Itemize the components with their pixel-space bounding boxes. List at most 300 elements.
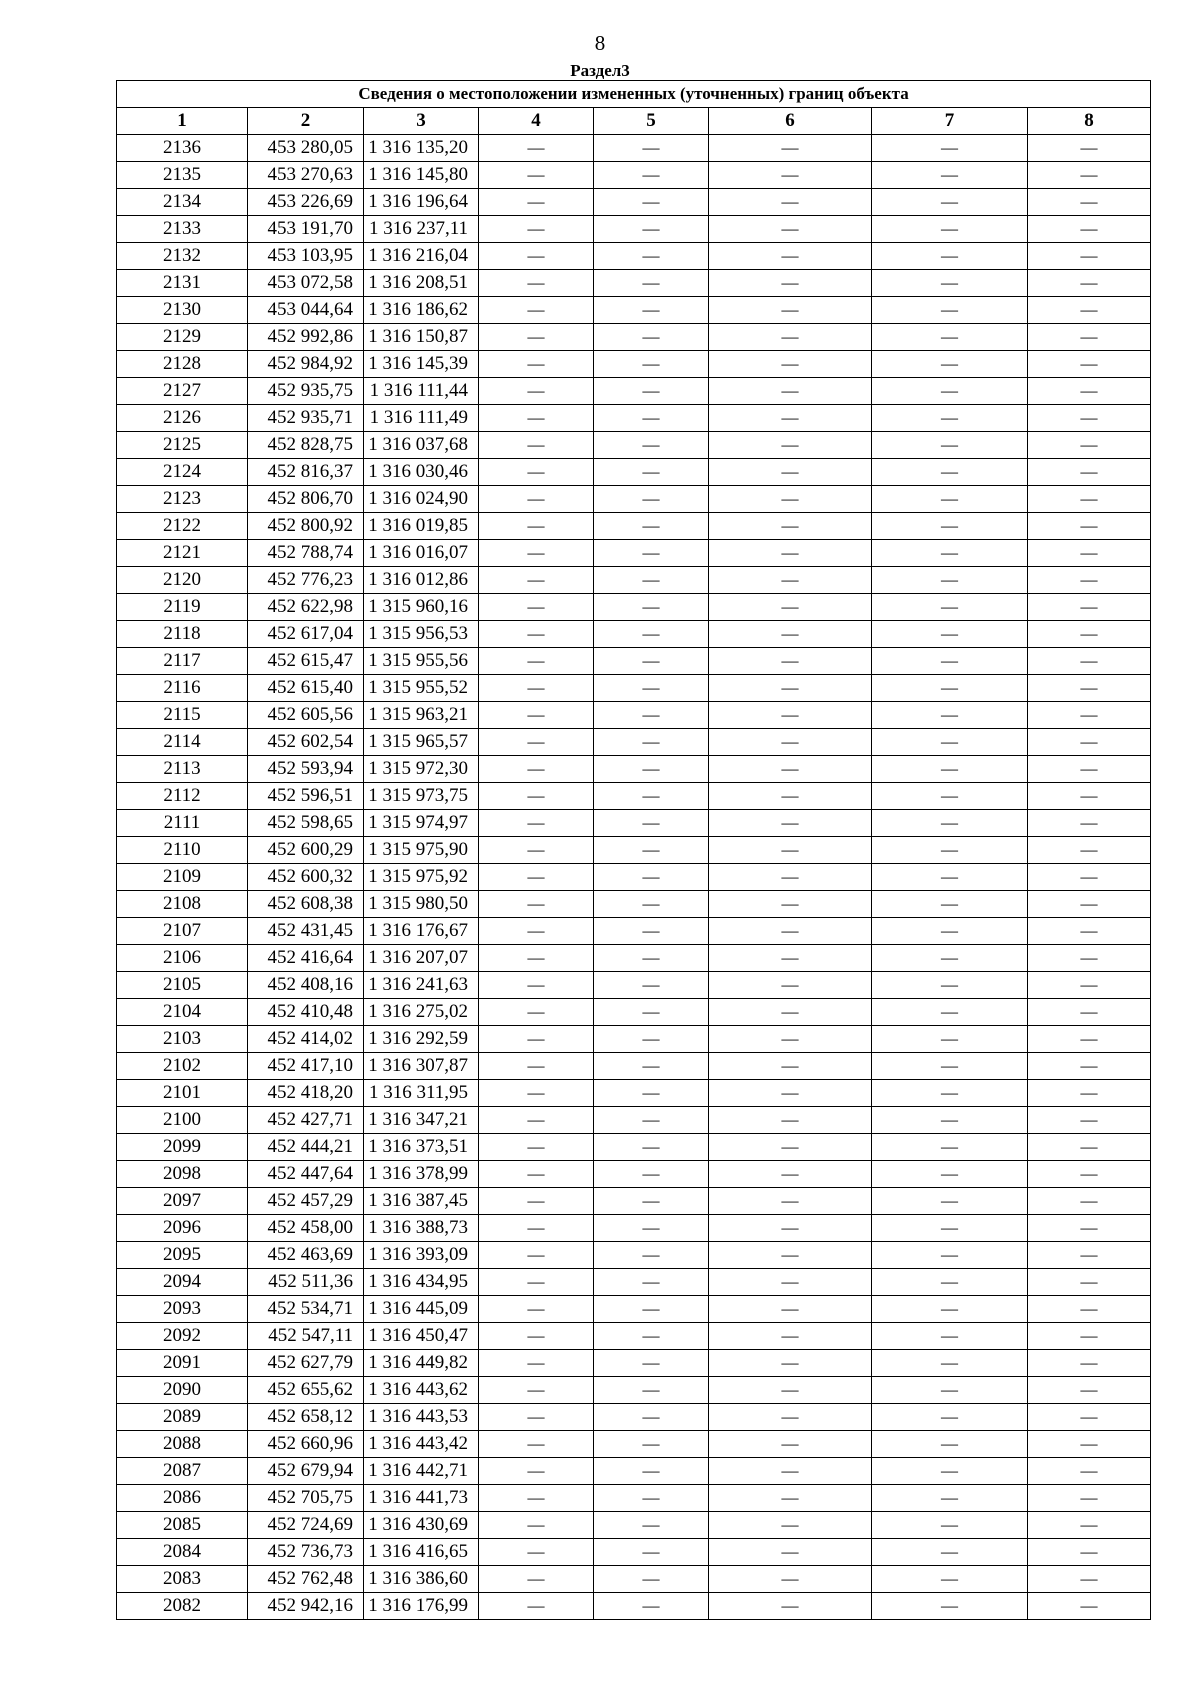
table-row bbox=[117, 297, 1151, 324]
point-number-cell: 2087 bbox=[117, 1458, 248, 1485]
empty-value-cell: — bbox=[594, 1323, 709, 1350]
empty-value-cell: — bbox=[1028, 783, 1151, 810]
empty-value-cell: — bbox=[1028, 729, 1151, 756]
empty-value-cell: — bbox=[872, 594, 1028, 621]
empty-value-cell: — bbox=[872, 162, 1028, 189]
y-coordinate-cell: 1 315 963,21 bbox=[364, 702, 479, 729]
table-row bbox=[117, 1242, 1151, 1269]
empty-value-cell: — bbox=[479, 891, 594, 918]
empty-value-cell: — bbox=[872, 810, 1028, 837]
x-coordinate-cell: 453 270,63 bbox=[248, 162, 364, 189]
empty-value-cell: — bbox=[709, 945, 872, 972]
empty-value-cell: — bbox=[479, 1053, 594, 1080]
x-coordinate-cell: 452 705,75 bbox=[248, 1485, 364, 1512]
empty-value-cell: — bbox=[1028, 621, 1151, 648]
empty-value-cell: — bbox=[594, 1188, 709, 1215]
empty-value-cell: — bbox=[872, 621, 1028, 648]
point-number-cell: 2126 bbox=[117, 405, 248, 432]
empty-value-cell: — bbox=[709, 1539, 872, 1566]
empty-value-cell: — bbox=[872, 1269, 1028, 1296]
point-number-cell: 2128 bbox=[117, 351, 248, 378]
table-row bbox=[117, 702, 1151, 729]
table-row bbox=[117, 351, 1151, 378]
empty-value-cell: — bbox=[594, 405, 709, 432]
empty-value-cell: — bbox=[1028, 1188, 1151, 1215]
x-coordinate-cell: 452 736,73 bbox=[248, 1539, 364, 1566]
x-coordinate-cell: 452 660,96 bbox=[248, 1431, 364, 1458]
point-number-cell: 2107 bbox=[117, 918, 248, 945]
empty-value-cell: — bbox=[594, 1539, 709, 1566]
empty-value-cell: — bbox=[709, 1323, 872, 1350]
x-coordinate-cell: 452 547,11 bbox=[248, 1323, 364, 1350]
empty-value-cell: — bbox=[1028, 459, 1151, 486]
empty-value-cell: — bbox=[1028, 756, 1151, 783]
empty-value-cell: — bbox=[594, 864, 709, 891]
empty-value-cell: — bbox=[479, 1593, 594, 1620]
empty-value-cell: — bbox=[479, 162, 594, 189]
point-number-cell: 2127 bbox=[117, 378, 248, 405]
empty-value-cell: — bbox=[479, 1026, 594, 1053]
empty-value-cell: — bbox=[479, 1431, 594, 1458]
empty-value-cell: — bbox=[709, 783, 872, 810]
x-coordinate-cell: 452 788,74 bbox=[248, 540, 364, 567]
table-row bbox=[117, 1269, 1151, 1296]
empty-value-cell: — bbox=[709, 459, 872, 486]
point-number-cell: 2117 bbox=[117, 648, 248, 675]
point-number-cell: 2088 bbox=[117, 1431, 248, 1458]
x-coordinate-cell: 452 408,16 bbox=[248, 972, 364, 999]
empty-value-cell: — bbox=[479, 810, 594, 837]
x-coordinate-cell: 453 044,64 bbox=[248, 297, 364, 324]
empty-value-cell: — bbox=[1028, 243, 1151, 270]
empty-value-cell: — bbox=[1028, 1431, 1151, 1458]
point-number-cell: 2082 bbox=[117, 1593, 248, 1620]
empty-value-cell: — bbox=[872, 1107, 1028, 1134]
y-coordinate-cell: 1 316 387,45 bbox=[364, 1188, 479, 1215]
empty-value-cell: — bbox=[594, 1269, 709, 1296]
empty-value-cell: — bbox=[594, 459, 709, 486]
x-coordinate-cell: 452 593,94 bbox=[248, 756, 364, 783]
y-coordinate-cell: 1 316 237,11 bbox=[364, 216, 479, 243]
table-row bbox=[117, 135, 1151, 162]
empty-value-cell: — bbox=[1028, 810, 1151, 837]
table-row bbox=[117, 432, 1151, 459]
y-coordinate-cell: 1 316 434,95 bbox=[364, 1269, 479, 1296]
empty-value-cell: — bbox=[709, 432, 872, 459]
empty-value-cell: — bbox=[709, 621, 872, 648]
empty-value-cell: — bbox=[1028, 351, 1151, 378]
empty-value-cell: — bbox=[479, 270, 594, 297]
empty-value-cell: — bbox=[872, 1215, 1028, 1242]
y-coordinate-cell: 1 316 386,60 bbox=[364, 1566, 479, 1593]
empty-value-cell: — bbox=[1028, 1566, 1151, 1593]
y-coordinate-cell: 1 316 393,09 bbox=[364, 1242, 479, 1269]
empty-value-cell: — bbox=[594, 216, 709, 243]
y-coordinate-cell: 1 316 145,80 bbox=[364, 162, 479, 189]
point-number-cell: 2095 bbox=[117, 1242, 248, 1269]
point-number-cell: 2108 bbox=[117, 891, 248, 918]
empty-value-cell: — bbox=[709, 405, 872, 432]
table-row bbox=[117, 378, 1151, 405]
table-row bbox=[117, 513, 1151, 540]
table-row bbox=[117, 1431, 1151, 1458]
table-row bbox=[117, 1404, 1151, 1431]
empty-value-cell: — bbox=[872, 405, 1028, 432]
empty-value-cell: — bbox=[479, 1215, 594, 1242]
y-coordinate-cell: 1 316 196,64 bbox=[364, 189, 479, 216]
empty-value-cell: — bbox=[594, 1404, 709, 1431]
section-title: Раздел3 bbox=[570, 61, 630, 80]
table-row bbox=[117, 621, 1151, 648]
x-coordinate-cell: 452 458,00 bbox=[248, 1215, 364, 1242]
y-coordinate-cell: 1 315 956,53 bbox=[364, 621, 479, 648]
x-coordinate-cell: 452 598,65 bbox=[248, 810, 364, 837]
y-coordinate-cell: 1 315 975,90 bbox=[364, 837, 479, 864]
empty-value-cell: — bbox=[872, 1296, 1028, 1323]
x-coordinate-cell: 452 417,10 bbox=[248, 1053, 364, 1080]
empty-value-cell: — bbox=[479, 1134, 594, 1161]
x-coordinate-cell: 452 596,51 bbox=[248, 783, 364, 810]
point-number-cell: 2093 bbox=[117, 1296, 248, 1323]
table-row bbox=[117, 189, 1151, 216]
empty-value-cell: — bbox=[872, 1377, 1028, 1404]
y-coordinate-cell: 1 316 307,87 bbox=[364, 1053, 479, 1080]
table-row bbox=[117, 324, 1151, 351]
empty-value-cell: — bbox=[872, 486, 1028, 513]
point-number-cell: 2123 bbox=[117, 486, 248, 513]
empty-value-cell: — bbox=[872, 378, 1028, 405]
empty-value-cell: — bbox=[1028, 1404, 1151, 1431]
point-number-cell: 2106 bbox=[117, 945, 248, 972]
x-coordinate-cell: 453 072,58 bbox=[248, 270, 364, 297]
empty-value-cell: — bbox=[709, 486, 872, 513]
y-coordinate-cell: 1 316 416,65 bbox=[364, 1539, 479, 1566]
table-row bbox=[117, 1188, 1151, 1215]
y-coordinate-cell: 1 316 111,49 bbox=[364, 405, 479, 432]
empty-value-cell: — bbox=[872, 1053, 1028, 1080]
empty-value-cell: — bbox=[1028, 999, 1151, 1026]
table-row bbox=[117, 405, 1151, 432]
empty-value-cell: — bbox=[479, 459, 594, 486]
y-coordinate-cell: 1 316 216,04 bbox=[364, 243, 479, 270]
empty-value-cell: — bbox=[709, 378, 872, 405]
empty-value-cell: — bbox=[594, 567, 709, 594]
empty-value-cell: — bbox=[872, 243, 1028, 270]
empty-value-cell: — bbox=[594, 1512, 709, 1539]
y-coordinate-cell: 1 316 449,82 bbox=[364, 1350, 479, 1377]
y-coordinate-cell: 1 315 975,92 bbox=[364, 864, 479, 891]
empty-value-cell: — bbox=[709, 189, 872, 216]
point-number-cell: 2111 bbox=[117, 810, 248, 837]
table-row bbox=[117, 1485, 1151, 1512]
table-row bbox=[117, 1350, 1151, 1377]
column-number-row bbox=[117, 108, 1151, 135]
empty-value-cell: — bbox=[594, 1026, 709, 1053]
empty-value-cell: — bbox=[479, 405, 594, 432]
point-number-cell: 2099 bbox=[117, 1134, 248, 1161]
empty-value-cell: — bbox=[1028, 1053, 1151, 1080]
x-coordinate-cell: 452 602,54 bbox=[248, 729, 364, 756]
empty-value-cell: — bbox=[479, 486, 594, 513]
y-coordinate-cell: 1 316 388,73 bbox=[364, 1215, 479, 1242]
table-row bbox=[117, 1512, 1151, 1539]
empty-value-cell: — bbox=[1028, 1296, 1151, 1323]
table-body bbox=[117, 81, 1151, 1620]
empty-value-cell: — bbox=[872, 675, 1028, 702]
empty-value-cell: — bbox=[709, 1377, 872, 1404]
x-coordinate-cell: 452 511,36 bbox=[248, 1269, 364, 1296]
empty-value-cell: — bbox=[594, 729, 709, 756]
empty-value-cell: — bbox=[594, 297, 709, 324]
empty-value-cell: — bbox=[709, 1215, 872, 1242]
empty-value-cell: — bbox=[1028, 1539, 1151, 1566]
empty-value-cell: — bbox=[1028, 1161, 1151, 1188]
column-number: 3 bbox=[364, 108, 479, 135]
empty-value-cell: — bbox=[479, 540, 594, 567]
table-caption-row bbox=[117, 81, 1151, 108]
empty-value-cell: — bbox=[594, 1593, 709, 1620]
empty-value-cell: — bbox=[594, 432, 709, 459]
point-number-cell: 2091 bbox=[117, 1350, 248, 1377]
empty-value-cell: — bbox=[872, 1323, 1028, 1350]
empty-value-cell: — bbox=[594, 756, 709, 783]
x-coordinate-cell: 452 416,64 bbox=[248, 945, 364, 972]
empty-value-cell: — bbox=[872, 351, 1028, 378]
empty-value-cell: — bbox=[479, 432, 594, 459]
empty-value-cell: — bbox=[1028, 1323, 1151, 1350]
y-coordinate-cell: 1 316 430,69 bbox=[364, 1512, 479, 1539]
empty-value-cell: — bbox=[1028, 162, 1151, 189]
empty-value-cell: — bbox=[479, 864, 594, 891]
empty-value-cell: — bbox=[709, 216, 872, 243]
x-coordinate-cell: 452 776,23 bbox=[248, 567, 364, 594]
empty-value-cell: — bbox=[872, 1404, 1028, 1431]
point-number-cell: 2110 bbox=[117, 837, 248, 864]
empty-value-cell: — bbox=[709, 1485, 872, 1512]
empty-value-cell: — bbox=[1028, 270, 1151, 297]
y-coordinate-cell: 1 316 275,02 bbox=[364, 999, 479, 1026]
empty-value-cell: — bbox=[709, 675, 872, 702]
x-coordinate-cell: 452 800,92 bbox=[248, 513, 364, 540]
table-row bbox=[117, 972, 1151, 999]
empty-value-cell: — bbox=[1028, 1458, 1151, 1485]
empty-value-cell: — bbox=[594, 324, 709, 351]
y-coordinate-cell: 1 316 347,21 bbox=[364, 1107, 479, 1134]
empty-value-cell: — bbox=[709, 1188, 872, 1215]
empty-value-cell: — bbox=[1028, 594, 1151, 621]
y-coordinate-cell: 1 316 445,09 bbox=[364, 1296, 479, 1323]
empty-value-cell: — bbox=[479, 1323, 594, 1350]
empty-value-cell: — bbox=[709, 1296, 872, 1323]
empty-value-cell: — bbox=[872, 1188, 1028, 1215]
column-number: 4 bbox=[479, 108, 594, 135]
empty-value-cell: — bbox=[872, 459, 1028, 486]
empty-value-cell: — bbox=[594, 135, 709, 162]
y-coordinate-cell: 1 316 443,53 bbox=[364, 1404, 479, 1431]
empty-value-cell: — bbox=[872, 945, 1028, 972]
table-row bbox=[117, 1053, 1151, 1080]
empty-value-cell: — bbox=[1028, 1080, 1151, 1107]
x-coordinate-cell: 452 942,16 bbox=[248, 1593, 364, 1620]
empty-value-cell: — bbox=[872, 1566, 1028, 1593]
x-coordinate-cell: 452 806,70 bbox=[248, 486, 364, 513]
point-number-cell: 2124 bbox=[117, 459, 248, 486]
empty-value-cell: — bbox=[594, 1296, 709, 1323]
empty-value-cell: — bbox=[1028, 1485, 1151, 1512]
empty-value-cell: — bbox=[1028, 837, 1151, 864]
empty-value-cell: — bbox=[594, 1485, 709, 1512]
empty-value-cell: — bbox=[709, 324, 872, 351]
empty-value-cell: — bbox=[479, 837, 594, 864]
x-coordinate-cell: 452 615,40 bbox=[248, 675, 364, 702]
table-row bbox=[117, 1458, 1151, 1485]
point-number-cell: 2104 bbox=[117, 999, 248, 1026]
y-coordinate-cell: 1 316 135,20 bbox=[364, 135, 479, 162]
empty-value-cell: — bbox=[479, 378, 594, 405]
empty-value-cell: — bbox=[594, 1566, 709, 1593]
y-coordinate-cell: 1 316 442,71 bbox=[364, 1458, 479, 1485]
empty-value-cell: — bbox=[479, 1269, 594, 1296]
point-number-cell: 2122 bbox=[117, 513, 248, 540]
table-row bbox=[117, 729, 1151, 756]
empty-value-cell: — bbox=[1028, 972, 1151, 999]
empty-value-cell: — bbox=[709, 270, 872, 297]
empty-value-cell: — bbox=[872, 567, 1028, 594]
table-row bbox=[117, 1539, 1151, 1566]
empty-value-cell: — bbox=[872, 432, 1028, 459]
boundary-coordinates-table bbox=[116, 80, 1151, 1620]
point-number-cell: 2118 bbox=[117, 621, 248, 648]
empty-value-cell: — bbox=[709, 1404, 872, 1431]
empty-value-cell: — bbox=[709, 1242, 872, 1269]
empty-value-cell: — bbox=[479, 756, 594, 783]
point-number-cell: 2105 bbox=[117, 972, 248, 999]
x-coordinate-cell: 452 724,69 bbox=[248, 1512, 364, 1539]
table-row bbox=[117, 1134, 1151, 1161]
x-coordinate-cell: 452 828,75 bbox=[248, 432, 364, 459]
empty-value-cell: — bbox=[479, 1161, 594, 1188]
empty-value-cell: — bbox=[479, 675, 594, 702]
empty-value-cell: — bbox=[594, 702, 709, 729]
empty-value-cell: — bbox=[479, 594, 594, 621]
empty-value-cell: — bbox=[1028, 378, 1151, 405]
empty-value-cell: — bbox=[1028, 864, 1151, 891]
point-number-cell: 2090 bbox=[117, 1377, 248, 1404]
point-number-cell: 2098 bbox=[117, 1161, 248, 1188]
x-coordinate-cell: 452 463,69 bbox=[248, 1242, 364, 1269]
empty-value-cell: — bbox=[479, 648, 594, 675]
empty-value-cell: — bbox=[872, 972, 1028, 999]
table-row bbox=[117, 810, 1151, 837]
empty-value-cell: — bbox=[479, 972, 594, 999]
empty-value-cell: — bbox=[1028, 702, 1151, 729]
empty-value-cell: — bbox=[594, 351, 709, 378]
empty-value-cell: — bbox=[872, 702, 1028, 729]
y-coordinate-cell: 1 316 145,39 bbox=[364, 351, 479, 378]
x-coordinate-cell: 452 935,75 bbox=[248, 378, 364, 405]
empty-value-cell: — bbox=[709, 702, 872, 729]
x-coordinate-cell: 453 280,05 bbox=[248, 135, 364, 162]
empty-value-cell: — bbox=[709, 1512, 872, 1539]
point-number-cell: 2133 bbox=[117, 216, 248, 243]
y-coordinate-cell: 1 316 378,99 bbox=[364, 1161, 479, 1188]
empty-value-cell: — bbox=[479, 1512, 594, 1539]
empty-value-cell: — bbox=[594, 594, 709, 621]
empty-value-cell: — bbox=[1028, 1512, 1151, 1539]
empty-value-cell: — bbox=[872, 513, 1028, 540]
table-row bbox=[117, 756, 1151, 783]
x-coordinate-cell: 452 679,94 bbox=[248, 1458, 364, 1485]
empty-value-cell: — bbox=[709, 918, 872, 945]
point-number-cell: 2097 bbox=[117, 1188, 248, 1215]
empty-value-cell: — bbox=[872, 1080, 1028, 1107]
x-coordinate-cell: 452 762,48 bbox=[248, 1566, 364, 1593]
x-coordinate-cell: 452 447,64 bbox=[248, 1161, 364, 1188]
table-row bbox=[117, 1566, 1151, 1593]
empty-value-cell: — bbox=[872, 1134, 1028, 1161]
point-number-cell: 2112 bbox=[117, 783, 248, 810]
empty-value-cell: — bbox=[872, 1539, 1028, 1566]
empty-value-cell: — bbox=[479, 1566, 594, 1593]
x-coordinate-cell: 452 608,38 bbox=[248, 891, 364, 918]
x-coordinate-cell: 452 427,71 bbox=[248, 1107, 364, 1134]
empty-value-cell: — bbox=[594, 837, 709, 864]
x-coordinate-cell: 453 226,69 bbox=[248, 189, 364, 216]
empty-value-cell: — bbox=[594, 1350, 709, 1377]
empty-value-cell: — bbox=[1028, 945, 1151, 972]
x-coordinate-cell: 452 935,71 bbox=[248, 405, 364, 432]
x-coordinate-cell: 452 658,12 bbox=[248, 1404, 364, 1431]
empty-value-cell: — bbox=[709, 540, 872, 567]
empty-value-cell: — bbox=[872, 837, 1028, 864]
point-number-cell: 2129 bbox=[117, 324, 248, 351]
x-coordinate-cell: 452 615,47 bbox=[248, 648, 364, 675]
x-coordinate-cell: 452 457,29 bbox=[248, 1188, 364, 1215]
empty-value-cell: — bbox=[479, 1296, 594, 1323]
x-coordinate-cell: 452 414,02 bbox=[248, 1026, 364, 1053]
empty-value-cell: — bbox=[709, 648, 872, 675]
empty-value-cell: — bbox=[872, 1485, 1028, 1512]
empty-value-cell: — bbox=[872, 189, 1028, 216]
y-coordinate-cell: 1 316 012,86 bbox=[364, 567, 479, 594]
empty-value-cell: — bbox=[594, 1080, 709, 1107]
empty-value-cell: — bbox=[594, 810, 709, 837]
empty-value-cell: — bbox=[709, 243, 872, 270]
y-coordinate-cell: 1 316 150,87 bbox=[364, 324, 479, 351]
empty-value-cell: — bbox=[479, 513, 594, 540]
empty-value-cell: — bbox=[594, 1053, 709, 1080]
empty-value-cell: — bbox=[872, 1026, 1028, 1053]
empty-value-cell: — bbox=[594, 243, 709, 270]
empty-value-cell: — bbox=[479, 783, 594, 810]
point-number-cell: 2121 bbox=[117, 540, 248, 567]
y-coordinate-cell: 1 316 176,67 bbox=[364, 918, 479, 945]
empty-value-cell: — bbox=[479, 135, 594, 162]
empty-value-cell: — bbox=[1028, 1593, 1151, 1620]
empty-value-cell: — bbox=[479, 999, 594, 1026]
empty-value-cell: — bbox=[709, 1458, 872, 1485]
point-number-cell: 2135 bbox=[117, 162, 248, 189]
y-coordinate-cell: 1 315 960,16 bbox=[364, 594, 479, 621]
x-coordinate-cell: 452 431,45 bbox=[248, 918, 364, 945]
table-row bbox=[117, 999, 1151, 1026]
y-coordinate-cell: 1 316 208,51 bbox=[364, 270, 479, 297]
empty-value-cell: — bbox=[1028, 1026, 1151, 1053]
empty-value-cell: — bbox=[479, 1080, 594, 1107]
empty-value-cell: — bbox=[594, 675, 709, 702]
x-coordinate-cell: 453 191,70 bbox=[248, 216, 364, 243]
empty-value-cell: — bbox=[872, 1593, 1028, 1620]
